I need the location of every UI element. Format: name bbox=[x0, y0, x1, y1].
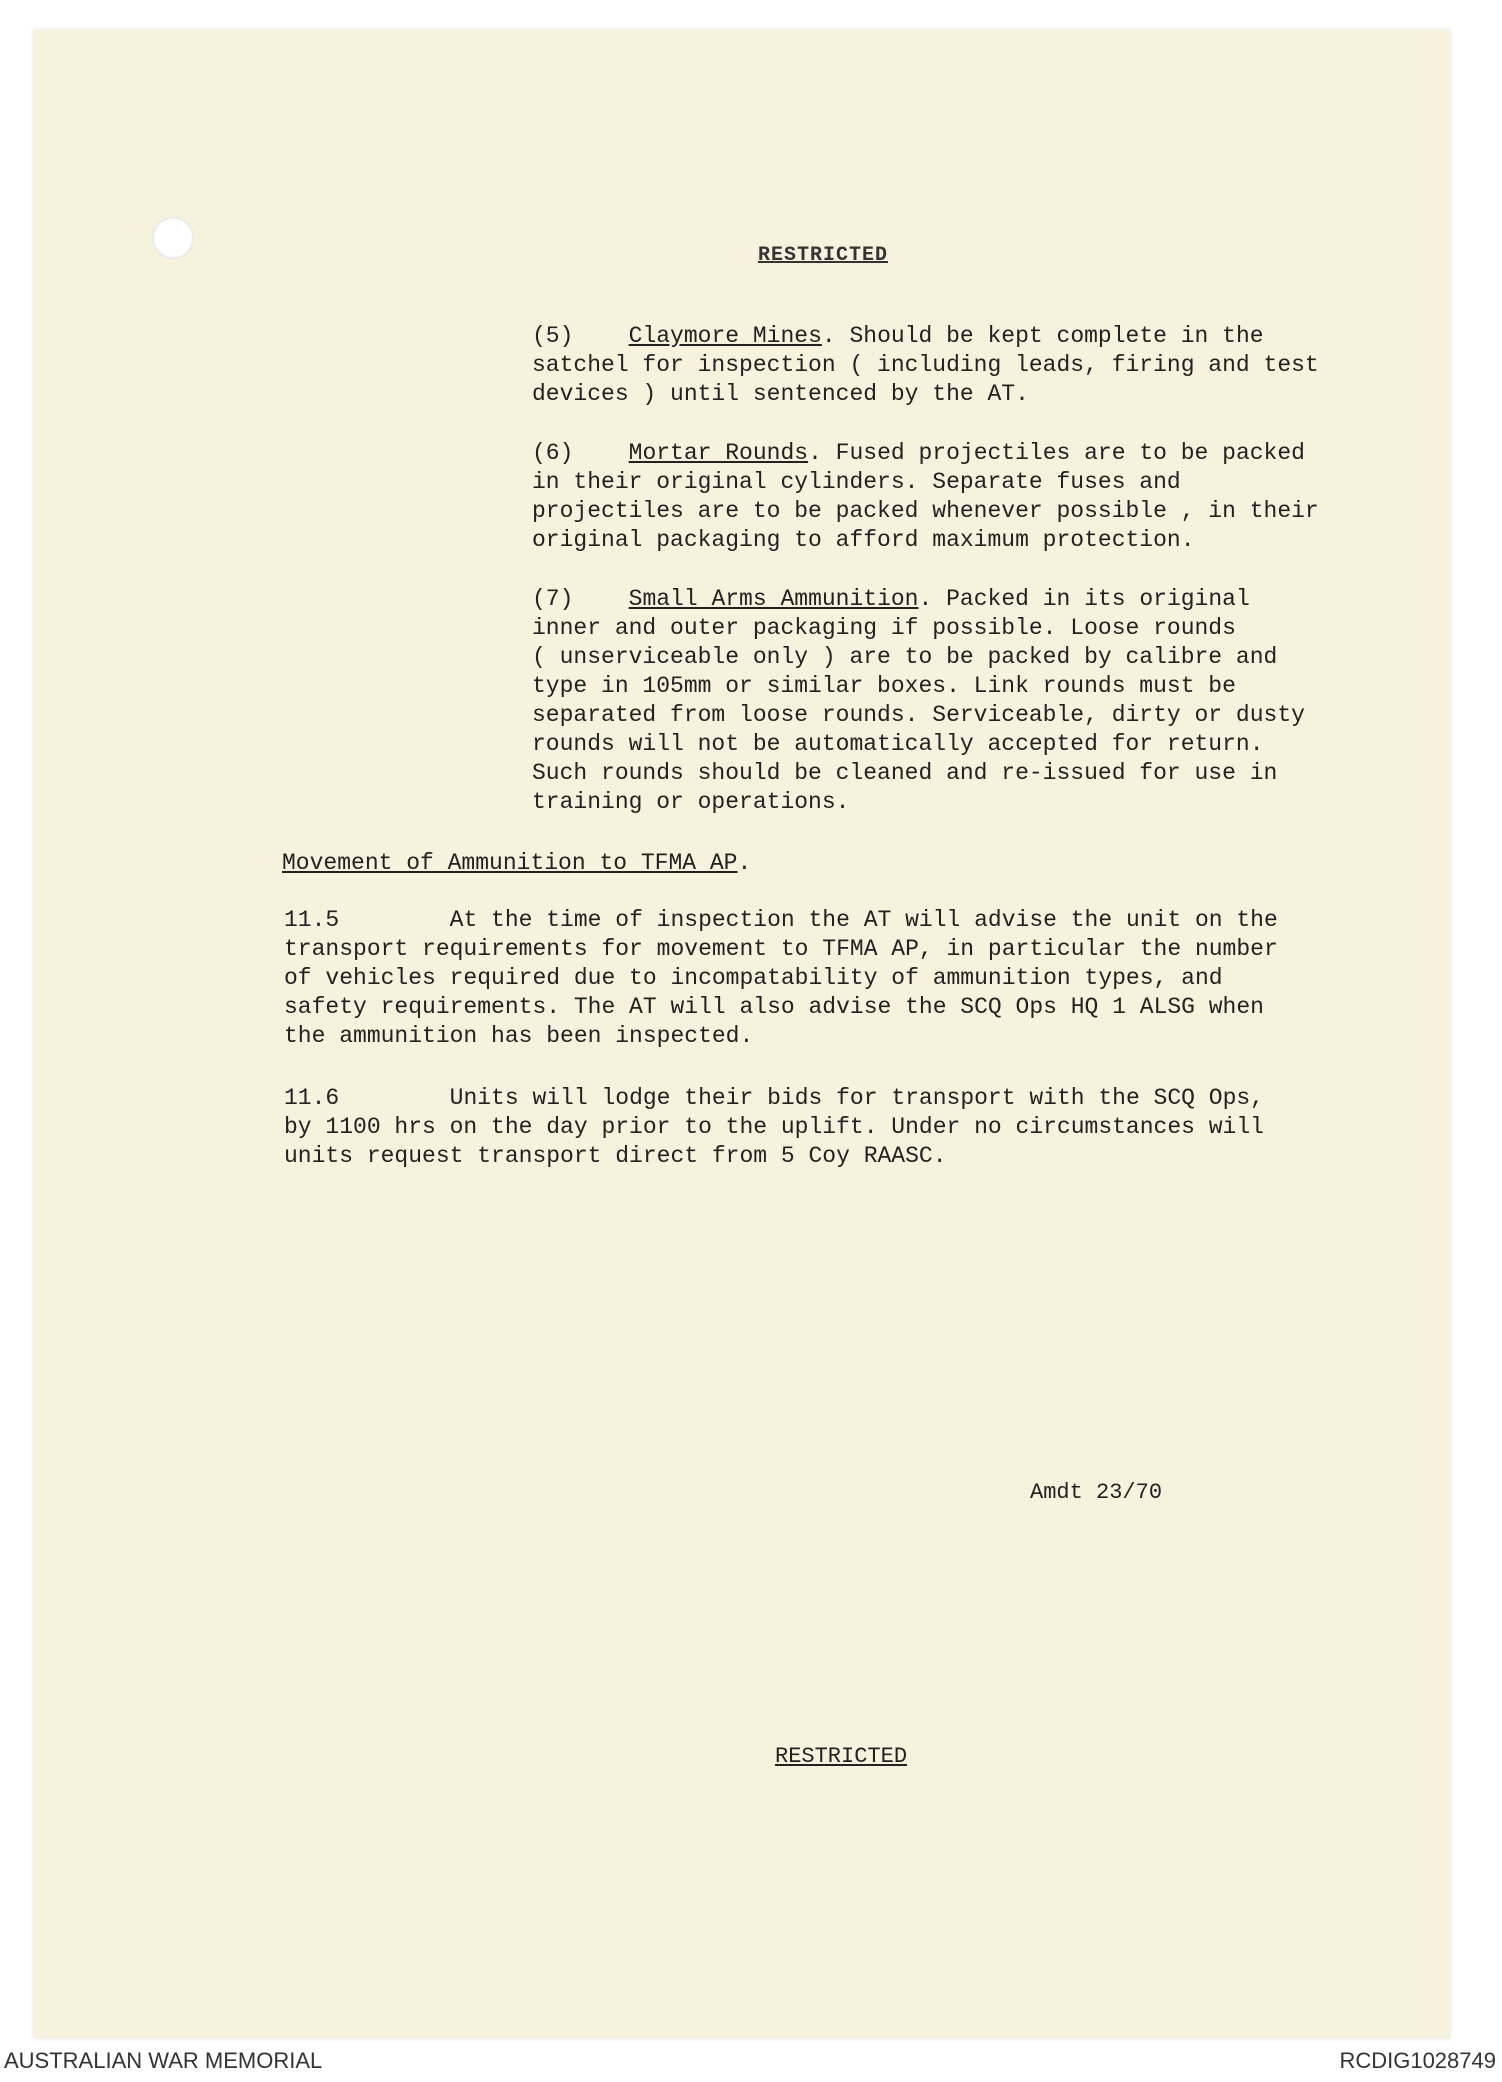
item-line: devices ) until sentenced by the AT. bbox=[532, 381, 1029, 407]
item-number: (6) bbox=[532, 440, 574, 466]
paragraph-line: At the time of inspection the AT will advise the unit on the bbox=[449, 907, 1278, 933]
item-line: projectiles are to be packed whenever possible , in their bbox=[532, 498, 1319, 524]
section-heading-suffix: . bbox=[737, 850, 752, 876]
item-line: . Packed in its original bbox=[918, 586, 1250, 612]
caption-identifier: RCDIG1028749 bbox=[1339, 2048, 1496, 2073]
paragraph-11-6 bbox=[284, 1084, 1264, 1171]
paragraph-line: by 1100 hrs on the day prior to the uplift. Under no circumstances will bbox=[284, 1114, 1264, 1140]
paragraph-number: 11.5 bbox=[284, 907, 340, 933]
section-heading-text: Movement of Ammunition to TFMA AP bbox=[282, 850, 738, 876]
amendment-note: Amdt 23/70 bbox=[1030, 1480, 1163, 1505]
item-mortar-rounds bbox=[532, 439, 1319, 555]
paragraph-line: the ammunition has been inspected. bbox=[284, 1023, 754, 1049]
paragraph-line: units request transport direct from 5 Coy RAASC. bbox=[284, 1143, 947, 1169]
item-line: separated from loose rounds. Serviceable, dirty or dusty bbox=[532, 702, 1305, 728]
item-line: original packaging to afford maximum protection. bbox=[532, 527, 1195, 553]
paragraph-number: 11.6 bbox=[284, 1085, 340, 1111]
paragraph-line: transport requirements for movement to TFMA AP, in particular the number bbox=[284, 936, 1278, 962]
header-restricted-stamp: RESTRICTED bbox=[758, 244, 889, 267]
item-line: training or operations. bbox=[532, 789, 850, 815]
item-number: (7) bbox=[532, 586, 574, 612]
item-line: rounds will not be automatically accepted for return. bbox=[532, 731, 1264, 757]
item-number: (5) bbox=[532, 323, 574, 349]
item-line: in their original cylinders. Separate fuses and bbox=[532, 469, 1181, 495]
item-line: . Should be kept complete in the bbox=[821, 323, 1264, 349]
item-line: satchel for inspection ( including leads, firing and test bbox=[532, 352, 1319, 378]
paragraph-line: Units will lodge their bids for transport with the SCQ Ops, bbox=[449, 1085, 1264, 1111]
item-line: ( unserviceable only ) are to be packed by calibre and bbox=[532, 644, 1278, 670]
item-line: inner and outer packaging if possible. Loose rounds bbox=[532, 615, 1236, 641]
item-title: Mortar Rounds bbox=[628, 440, 809, 466]
paragraph-line: safety requirements. The AT will also advise the SCQ Ops HQ 1 ALSG when bbox=[284, 994, 1264, 1020]
caption-source: AUSTRALIAN WAR MEMORIAL bbox=[4, 2048, 323, 2073]
paragraph-11-5 bbox=[284, 906, 1278, 1051]
item-title: Small Arms Ammunition bbox=[628, 586, 919, 612]
paragraph-line: of vehicles required due to incompatability of ammunition types, and bbox=[284, 965, 1223, 991]
item-line: Such rounds should be cleaned and re-issued for use in bbox=[532, 760, 1278, 786]
section-heading bbox=[282, 849, 751, 878]
item-title: Claymore Mines bbox=[628, 323, 822, 349]
item-line: . Fused projectiles are to be packed bbox=[808, 440, 1305, 466]
footer-restricted-stamp: RESTRICTED bbox=[775, 1744, 908, 1769]
item-small-arms-ammunition bbox=[532, 585, 1305, 817]
item-claymore-mines bbox=[532, 322, 1319, 409]
punch-hole bbox=[152, 217, 194, 259]
item-line: type in 105mm or similar boxes. Link rounds must be bbox=[532, 673, 1236, 699]
